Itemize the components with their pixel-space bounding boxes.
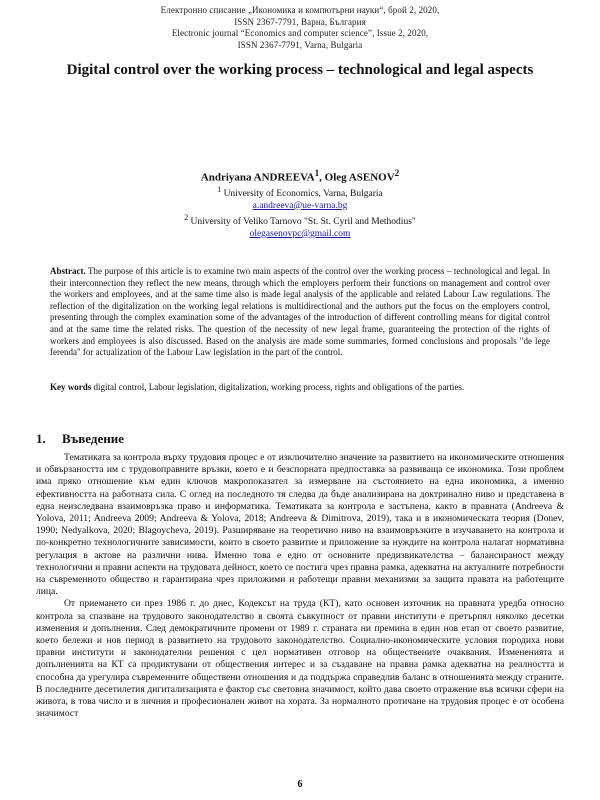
affiliation-1 [0,184,600,201]
paper-title: Digital control over the working process – technological and legal aspects [66,62,534,78]
section-number: 1. [36,431,46,446]
section-title: Въведение [62,431,124,446]
body-paragraph-1: Тематиката за контрола върху трудовия процес е от изключително значение за развитието на икономическите отношения и обвързаността им с трудовоправните връзки, което е и безспорната предпоставка за развиваща се икономика. Този проблем има пряко отношение към един ключов макропоказател за измерване на състоянието на една икономика, а именно ефективността на работната сила. С оглед на последното тя следва да бъде анализирана на доктринално ниво и представена в една неизследвана взаимовръзка право и информатика. Тематиката за контрола е застъпена, както в правната (Andreeva & Yolova, 2011; Andreeva 2009; Andreeva & Yolova, 2018; Andreeva & Dimitrova, 2019), така и в икономическата теория (Donev, 1990; Nedyalkova, 2020; Blagoycheva, 2019). Разширяване на теоретично ниво на взаимовръзките в изучаването на контрола и по-конкретно технологичните зависимости, които в своето развитие и приложение за нуждите на контрола налагат нормативна регулация в актове на различни нива. Именно това е едно от основните предизвикателства – балансираност между технологични и правни аспекти на трудовата дейност, което се постига чрез правна рамка, адекватна на актуалните потребности на съвременното общество и гарантирана чрез приложими и работещи правни механизми за защита правата на работещите лица. [36,452,564,598]
abstract [50,266,550,359]
keywords [50,382,550,394]
keywords-text: digital control, Labour legislation, digitalization, working process, rights and obligations of the parties. [91,382,465,392]
affiliation-1-email-link[interactable]: a.andreeva@ue-varna.bg [252,200,348,211]
author-separator: , [319,171,325,184]
affiliation-1-sup: 1 [217,185,222,194]
page-number: 6 [297,779,303,790]
affiliation-2-email-link[interactable]: olegasenovpc@gmail.com [249,228,351,239]
section-heading [36,431,124,447]
header-line-bg: Електронно списание „Икономика и компютърни науки“, брой 2, 2020, [160,5,440,15]
header-issn-bg: ISSN 2367-7791, Варна, България [234,16,366,27]
affiliations [0,184,600,240]
affiliation-1-email-row [0,201,600,213]
author-1-name: Andriyana ANDREEVA [200,171,315,184]
affiliation-2 [0,212,600,229]
author-2-sup: 2 [394,168,400,178]
body-paragraph-2: От приемането си през 1986 г. до днес, Кодексът на труда (КТ), като основен източник на правната уредба относно контрола за спазване на трудовото законодателство в своята съвкупност от правни институти е претърпял няколко десетки изменения и допълнения. След демократичните промени от 1989 г. страната ни премина в един нов етап от своето развитие, което бележи и нов период в развитието на трудовото законодателство. Социално-икономическите условия породиха нови правни институти и законодателни решения с цел нормативен отговор на обществените очаквания. Измененията и допълненията на КТ са продиктувани от обществения интерес и за създаване на правна рамка адекватна на реалността и способна да урегулира съвременните обществени отношения и да поддържа справедлив баланс в отношенията между страните. В последните десетилетия дигитализацията е фактор със световна значимост, който дава своето отражение във всички сфери на живота, в това число и в личния и професионален живот на хората. За нормалното протичане на трудовия процес е от особена значимост [36,598,564,720]
keywords-label: Key words [50,382,92,392]
affiliation-1-text: University of Economics, Varna, Bulgaria [221,189,383,200]
abstract-label: Abstract. [50,266,86,276]
affiliation-2-text: University of Veliko Tarnovo "St. St. Cyril and Methodius" [188,217,416,228]
abstract-text: The purpose of this article is to examine two main aspects of the control over the working process – technological and legal. In their interconnection they reflect the new means, through which the employers perform their functions on management and control over the workers and employees, and at the same time also is made legal analysis of the applicable and related Labour Law regulations. The reflection of the digitalization on the working legal relations is multidirectional and the authors put the focus on the employers control, presenting through the complex examination some of the advantages of the introduction of different controlling means for digital control and at the same time the related risks. The question of the necessity of new legal frame, guaranteeing the protection of the rights of workers and employees is also discussed. Based on the analysis are made some summaries, formed conclusions and proposals "de lege ferenda" for actualization of the Labour Law legislation in the part of the control. [50,266,550,358]
journal-header [0,5,600,51]
header-line-en: Electronic journal “Economics and computer science”, Issue 2, 2020, [171,28,429,38]
affiliation-2-sup: 2 [184,213,189,223]
body-text [36,452,564,720]
author-1-sup: 1 [314,168,320,178]
authors [0,166,600,185]
header-issn-en: ISSN 2367-7791, Varna, Bulgaria [237,39,363,50]
author-2-name: Oleg ASENOV [324,171,395,184]
affiliation-2-email-row [0,229,600,241]
